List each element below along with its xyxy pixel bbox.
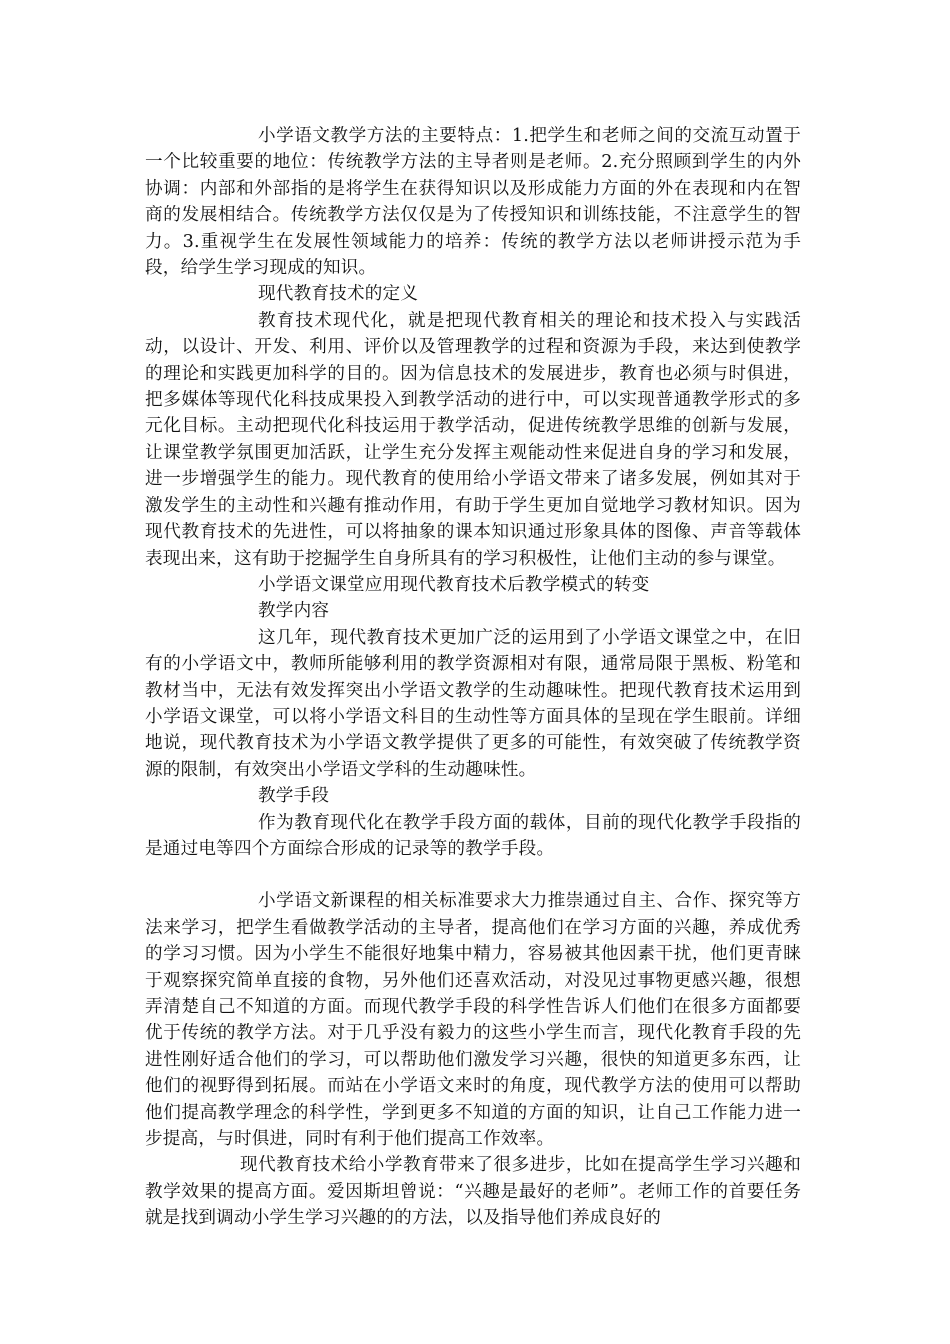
heading-teaching-content: 教学内容 — [258, 601, 330, 622]
paragraph-teaching-means: 作为教育现代化在教学手段方面的载体，目前的现代化教学手段指的是通过电等四个方面综合形成的记录等的教学手段。 — [145, 812, 801, 859]
paragraph-progress-interest: 现代教育技术给小学教育带来了很多进步，比如在提高学生学习兴趣和教学效果的提高方面。爱因斯坦曾说：“兴趣是最好的老师”。老师工作的首要任务就是找到调动小学生学习兴趣的的方法，以及指导他们养成良好的 — [145, 1155, 801, 1229]
paragraph-teaching-method-features: 小学语文教学方法的主要特点：1.把学生和老师之间的交流互动置于一个比较重要的地位：传统教学方法的主导者则是老师。2.充分照顾到学生的内外协调：内部和外部指的是将学生在获得知识以及形成能力方面的外在表现和内在智商的发展相结合。传统教学方法仅仅是为了传授知识和训练技能，不注意学生的智力。3.重视学生在发展性领域能力的培养：传统的教学方法以老师讲授示范为手段，给学生学习现成的知识。 — [145, 126, 801, 279]
heading-teaching-means: 教学手段 — [258, 786, 330, 807]
document-body — [145, 123, 801, 1232]
paragraph-edu-tech-modernization: 教育技术现代化，就是把现代教育相关的理论和技术投入与实践活动，以设计、开发、利用、评价以及管理教学的过程和资源为手段，来达到使教学的理论和实践更加科学的目的。因为信息技术的发展进步，教育也必须与时俱进，把多媒体等现代化科技成果投入到教学活动的进行中，可以实现普通教学形式的多元化目标。主动把现代化科技运用于教学活动，促进传统教学思维的创新与发展，让课堂教学氛围更加活跃，让学生充分发挥主观能动性来促进自身的学习和发展，进一步增强学生的能力。现代教育的使用给小学语文带来了诸多发展，例如其对于激发学生的主动性和兴趣有推动作用，有助于学生更加自觉地学习教材知识。因为现代教育技术的先进性，可以将抽象的课本知识通过形象具体的图像、声音等载体表现出来，这有助于挖掘学生自身所具有的学习积极性，让他们主动的参与课堂。 — [145, 310, 801, 569]
heading-teaching-mode-change: 小学语文课堂应用现代教育技术后教学模式的转变 — [258, 574, 650, 595]
heading-modern-edu-tech-definition: 现代教育技术的定义 — [258, 284, 419, 305]
paragraph-teaching-content: 这几年，现代教育技术更加广泛的运用到了小学语文课堂之中，在旧有的小学语文中，教师所能够利用的教学资源相对有限，通常局限于黑板、粉笔和教材当中，无法有效发挥突出小学语文教学的生动趣味性。把现代教育技术运用到小学语文课堂，可以将小学语文科目的生动性等方面具体的呈现在学生眼前。详细地说，现代教育技术为小学语文教学提供了更多的可能性，有效突破了传统教学资源的限制，有效突出小学语文学科的生动趣味性。 — [145, 627, 801, 780]
paragraph-new-curriculum-standards: 小学语文新课程的相关标准要求大力推崇通过自主、合作、探究等方法来学习，把学生看做教学活动的主导者，提高他们在学习方面的兴趣，养成优秀的学习习惯。因为小学生不能很好地集中精力，容易被其他因素干扰，他们更青睐于观察探究简单直接的食物，另外他们还喜欢活动，对没见过事物更感兴趣，很想弄清楚自己不知道的方面。而现代教学手段的科学性告诉人们他们在很多方面都要优于传统的教学方法。对于几乎没有毅力的这些小学生而言，现代化教育手段的先进性刚好适合他们的学习，可以帮助他们激发学习兴趣，很快的知道更多东西，让他们的视野得到拓展。而站在小学语文来时的角度，现代教学方法的使用可以帮助他们提高教学理念的科学性，学到更多不知道的方面的知识，让自己工作能力进一步提高，与时俱进，同时有利于他们提高工作效率。 — [145, 891, 801, 1150]
